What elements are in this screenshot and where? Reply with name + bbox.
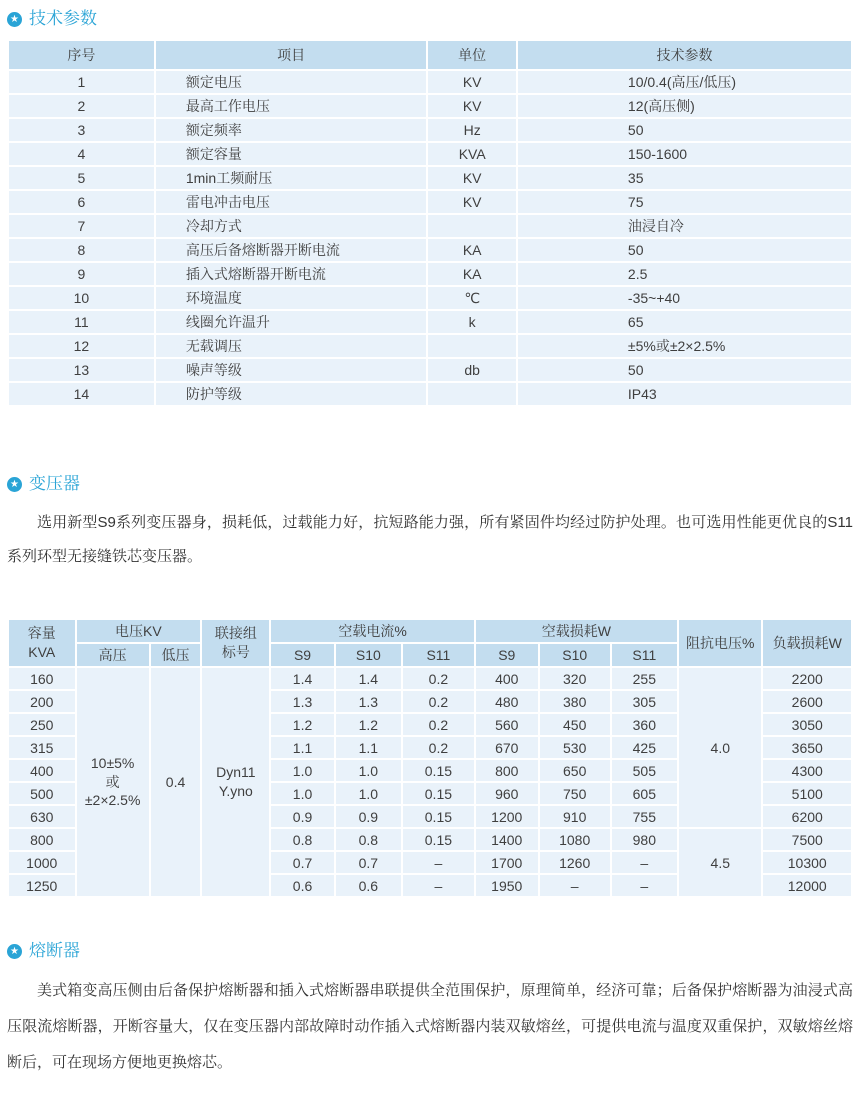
capacity-cell: 1000 — [8, 851, 76, 874]
row-number-cell: 13 — [8, 358, 155, 382]
no-load-loss-s10-cell: – — [539, 874, 611, 897]
header-current-s9: S9 — [270, 643, 334, 667]
header-unit: 单位 — [427, 40, 516, 70]
no-load-loss-s9-cell: 560 — [475, 713, 539, 736]
tech-table-row — [8, 382, 852, 406]
capacity-cell: 250 — [8, 713, 76, 736]
item-cell: 雷电冲击电压 — [155, 190, 428, 214]
no-load-current-s10-cell: 0.9 — [335, 805, 403, 828]
no-load-loss-s11-cell: 505 — [611, 759, 679, 782]
section-title-text: 变压器 — [29, 474, 80, 493]
no-load-current-s9-cell: 0.7 — [270, 851, 334, 874]
no-load-current-s9-cell: 0.9 — [270, 805, 334, 828]
load-loss-cell: 10300 — [762, 851, 852, 874]
parameter-value-cell: 65 — [517, 310, 852, 334]
no-load-current-s10-cell: 0.7 — [335, 851, 403, 874]
header-voltage-group: 电压KV — [76, 619, 202, 643]
header-lv: 低压 — [150, 643, 201, 667]
item-cell: 最高工作电压 — [155, 94, 428, 118]
tf-header-row-1 — [8, 619, 852, 643]
row-number-cell: 9 — [8, 262, 155, 286]
no-load-current-s10-cell: 1.4 — [335, 667, 403, 690]
star-bullet-icon: ★ — [7, 944, 22, 959]
unit-cell: KA — [427, 238, 516, 262]
header-current-s11: S11 — [402, 643, 475, 667]
no-load-loss-s10-cell: 380 — [539, 690, 611, 713]
tech-table-row — [8, 118, 852, 142]
tech-table-row — [8, 166, 852, 190]
header-capacity-line2: KVA — [28, 644, 56, 660]
item-cell: 1min工频耐压 — [155, 166, 428, 190]
unit-cell: Hz — [427, 118, 516, 142]
row-number-cell: 4 — [8, 142, 155, 166]
no-load-current-s11-cell: 0.15 — [402, 828, 475, 851]
row-number-cell: 1 — [8, 70, 155, 94]
tech-table-row — [8, 94, 852, 118]
row-number-cell: 12 — [8, 334, 155, 358]
parameter-value-cell: 油浸自冷 — [517, 214, 852, 238]
item-cell: 额定容量 — [155, 142, 428, 166]
section-title-text: 技术参数 — [29, 9, 97, 28]
tech-table-row — [8, 286, 852, 310]
tech-table-header-row — [8, 40, 852, 70]
unit-cell: k — [427, 310, 516, 334]
hv-voltage-cell-line: ±2×2.5% — [84, 792, 141, 809]
header-no-load-current-group: 空载电流% — [270, 619, 474, 643]
row-number-cell: 8 — [8, 238, 155, 262]
transformer-table-body — [8, 667, 852, 897]
no-load-current-s10-cell: 1.2 — [335, 713, 403, 736]
no-load-current-s10-cell: 1.3 — [335, 690, 403, 713]
load-loss-cell: 4300 — [762, 759, 852, 782]
header-vector-line1: 联接组 — [214, 625, 257, 642]
no-load-current-s11-cell: 0.15 — [402, 805, 475, 828]
star-bullet-icon: ★ — [7, 12, 22, 27]
item-cell: 插入式熔断器开断电流 — [155, 262, 428, 286]
no-load-current-s9-cell: 0.8 — [270, 828, 334, 851]
header-loss-s9: S9 — [475, 643, 539, 667]
no-load-current-s9-cell: 1.2 — [270, 713, 334, 736]
hv-voltage-cell-line: 或 — [105, 773, 120, 790]
parameter-value-cell: 50 — [517, 238, 852, 262]
no-load-loss-s11-cell: 605 — [611, 782, 679, 805]
row-number-cell: 10 — [8, 286, 155, 310]
header-item: 项目 — [155, 40, 428, 70]
no-load-current-s9-cell: 1.4 — [270, 667, 334, 690]
no-load-loss-s10-cell: 750 — [539, 782, 611, 805]
no-load-current-s10-cell: 0.6 — [335, 874, 403, 897]
unit-cell: KV — [427, 190, 516, 214]
row-number-cell: 14 — [8, 382, 155, 406]
no-load-current-s11-cell: 0.2 — [402, 736, 475, 759]
header-vector-line2: 标号 — [221, 644, 250, 660]
header-current-s10: S10 — [335, 643, 403, 667]
no-load-loss-s11-cell: 305 — [611, 690, 679, 713]
header-capacity-line1: 容量 — [27, 625, 56, 642]
item-cell: 额定频率 — [155, 118, 428, 142]
load-loss-cell: 2200 — [762, 667, 852, 690]
item-cell: 环境温度 — [155, 286, 428, 310]
header-load-loss: 负载损耗W — [762, 619, 852, 667]
unit-cell: KA — [427, 262, 516, 286]
hv-voltage-cell — [76, 667, 150, 897]
header-vector-group — [201, 619, 270, 667]
load-loss-cell: 12000 — [762, 874, 852, 897]
header-no-load-loss-group: 空载损耗W — [475, 619, 678, 643]
capacity-cell: 160 — [8, 667, 76, 690]
parameter-value-cell: 50 — [517, 118, 852, 142]
no-load-current-s11-cell: – — [402, 851, 475, 874]
no-load-loss-s11-cell: – — [611, 874, 679, 897]
no-load-current-s11-cell: 0.15 — [402, 759, 475, 782]
no-load-loss-s11-cell: 980 — [611, 828, 679, 851]
hv-voltage-cell-line: 10±5% — [90, 754, 135, 771]
row-number-cell: 11 — [8, 310, 155, 334]
row-number-cell: 2 — [8, 94, 155, 118]
no-load-loss-s11-cell: 425 — [611, 736, 679, 759]
capacity-cell: 630 — [8, 805, 76, 828]
no-load-current-s9-cell: 0.6 — [270, 874, 334, 897]
impedance-voltage-cell: 4.0 — [678, 667, 762, 828]
header-row-number: 序号 — [8, 40, 155, 70]
transformer-table-row — [8, 667, 852, 690]
tech-table-row — [8, 334, 852, 358]
no-load-loss-s10-cell: 450 — [539, 713, 611, 736]
no-load-loss-s9-cell: 670 — [475, 736, 539, 759]
load-loss-cell: 3650 — [762, 736, 852, 759]
no-load-current-s10-cell: 1.1 — [335, 736, 403, 759]
capacity-cell: 800 — [8, 828, 76, 851]
parameter-value-cell: -35~+40 — [517, 286, 852, 310]
tech-table-row — [8, 262, 852, 286]
vector-group-cell — [201, 667, 270, 897]
unit-cell: KV — [427, 166, 516, 190]
capacity-cell: 315 — [8, 736, 76, 759]
unit-cell: db — [427, 358, 516, 382]
tech-table-row — [8, 310, 852, 334]
item-cell: 高压后备熔断器开断电流 — [155, 238, 428, 262]
no-load-current-s9-cell: 1.0 — [270, 782, 334, 805]
no-load-current-s11-cell: 0.2 — [402, 713, 475, 736]
parameter-value-cell: 10/0.4(高压/低压) — [517, 70, 852, 94]
capacity-cell: 1250 — [8, 874, 76, 897]
item-cell: 防护等级 — [155, 382, 428, 406]
no-load-loss-s10-cell: 910 — [539, 805, 611, 828]
no-load-loss-s10-cell: 650 — [539, 759, 611, 782]
tech-table-row — [8, 358, 852, 382]
no-load-loss-s9-cell: 1950 — [475, 874, 539, 897]
impedance-voltage-cell: 4.5 — [678, 828, 762, 897]
transformer-data-table — [7, 618, 853, 898]
load-loss-cell: 5100 — [762, 782, 852, 805]
fuse-description: 美式箱变高压侧由后备保护熔断器和插入式熔断器串联提供全范围保护，原理简单，经济可靠；后备保护熔断器为油浸式高压限流熔断器，开断容量大，仅在变压器内部故障时动作插入式熔断器内装双敏熔丝，可提供电流与温度双重保护，双敏熔丝熔断后，可在现场方便地更换熔芯。 — [7, 982, 853, 1071]
capacity-cell: 400 — [8, 759, 76, 782]
load-loss-cell: 7500 — [762, 828, 852, 851]
no-load-loss-s10-cell: 320 — [539, 667, 611, 690]
item-cell: 冷却方式 — [155, 214, 428, 238]
no-load-loss-s9-cell: 800 — [475, 759, 539, 782]
row-number-cell: 7 — [8, 214, 155, 238]
parameter-value-cell: IP43 — [517, 382, 852, 406]
no-load-loss-s11-cell: – — [611, 851, 679, 874]
no-load-current-s10-cell: 0.8 — [335, 828, 403, 851]
no-load-current-s11-cell: 0.2 — [402, 690, 475, 713]
transformer-description: 选用新型S9系列变压器身，损耗低，过载能力好，抗短路能力强，所有紧固件均经过防护处理。也可选用性能更优良的S11系列环型无接缝铁芯变压器。 — [7, 514, 853, 565]
tech-table-row — [8, 214, 852, 238]
no-load-loss-s9-cell: 1700 — [475, 851, 539, 874]
no-load-current-s11-cell: – — [402, 874, 475, 897]
unit-cell: ℃ — [427, 286, 516, 310]
vector-group-cell-line: Dyn11 — [216, 764, 256, 781]
tech-table-body — [8, 70, 852, 406]
no-load-current-s10-cell: 1.0 — [335, 782, 403, 805]
item-cell: 线圈允许温升 — [155, 310, 428, 334]
star-bullet-icon: ★ — [7, 477, 22, 492]
no-load-loss-s10-cell: 1080 — [539, 828, 611, 851]
header-capacity — [8, 619, 76, 667]
header-hv: 高压 — [76, 643, 150, 667]
item-cell: 噪声等级 — [155, 358, 428, 382]
no-load-current-s11-cell: 0.2 — [402, 667, 475, 690]
row-number-cell: 5 — [8, 166, 155, 190]
no-load-loss-s11-cell: 255 — [611, 667, 679, 690]
load-loss-cell: 3050 — [762, 713, 852, 736]
item-cell: 额定电压 — [155, 70, 428, 94]
tech-table-row — [8, 190, 852, 214]
no-load-current-s11-cell: 0.15 — [402, 782, 475, 805]
load-loss-cell: 2600 — [762, 690, 852, 713]
no-load-loss-s10-cell: 1260 — [539, 851, 611, 874]
unit-cell — [427, 334, 516, 358]
tech-table-row — [8, 142, 852, 166]
parameter-value-cell: 75 — [517, 190, 852, 214]
no-load-loss-s11-cell: 755 — [611, 805, 679, 828]
parameter-value-cell: 12(高压侧) — [517, 94, 852, 118]
no-load-loss-s9-cell: 1400 — [475, 828, 539, 851]
header-parameter: 技术参数 — [517, 40, 852, 70]
no-load-loss-s9-cell: 960 — [475, 782, 539, 805]
no-load-loss-s9-cell: 400 — [475, 667, 539, 690]
no-load-loss-s11-cell: 360 — [611, 713, 679, 736]
parameter-value-cell: ±5%或±2×2.5% — [517, 334, 852, 358]
vector-group-cell-line: Y.yno — [218, 783, 253, 799]
header-loss-s10: S10 — [539, 643, 611, 667]
unit-cell: KVA — [427, 142, 516, 166]
capacity-cell: 200 — [8, 690, 76, 713]
section-title-transformer — [7, 473, 853, 495]
item-cell: 无载调压 — [155, 334, 428, 358]
no-load-current-s10-cell: 1.0 — [335, 759, 403, 782]
tech-table-row — [8, 238, 852, 262]
capacity-cell: 500 — [8, 782, 76, 805]
no-load-loss-s9-cell: 1200 — [475, 805, 539, 828]
parameter-value-cell: 2.5 — [517, 262, 852, 286]
parameter-value-cell: 150-1600 — [517, 142, 852, 166]
header-impedance: 阻抗电压% — [678, 619, 762, 667]
section-title-tech-params — [7, 8, 853, 30]
tech-table-row — [8, 70, 852, 94]
no-load-current-s9-cell: 1.3 — [270, 690, 334, 713]
load-loss-cell: 6200 — [762, 805, 852, 828]
unit-cell: KV — [427, 70, 516, 94]
section-title-fuse — [7, 940, 853, 962]
no-load-current-s9-cell: 1.1 — [270, 736, 334, 759]
no-load-loss-s9-cell: 480 — [475, 690, 539, 713]
no-load-loss-s10-cell: 530 — [539, 736, 611, 759]
parameter-value-cell: 50 — [517, 358, 852, 382]
no-load-current-s9-cell: 1.0 — [270, 759, 334, 782]
header-loss-s11: S11 — [611, 643, 679, 667]
lv-voltage-cell: 0.4 — [150, 667, 201, 897]
row-number-cell: 6 — [8, 190, 155, 214]
section-title-text: 熔断器 — [29, 941, 80, 960]
unit-cell — [427, 214, 516, 238]
unit-cell — [427, 382, 516, 406]
parameter-value-cell: 35 — [517, 166, 852, 190]
row-number-cell: 3 — [8, 118, 155, 142]
tech-params-table — [7, 39, 853, 407]
unit-cell: KV — [427, 94, 516, 118]
